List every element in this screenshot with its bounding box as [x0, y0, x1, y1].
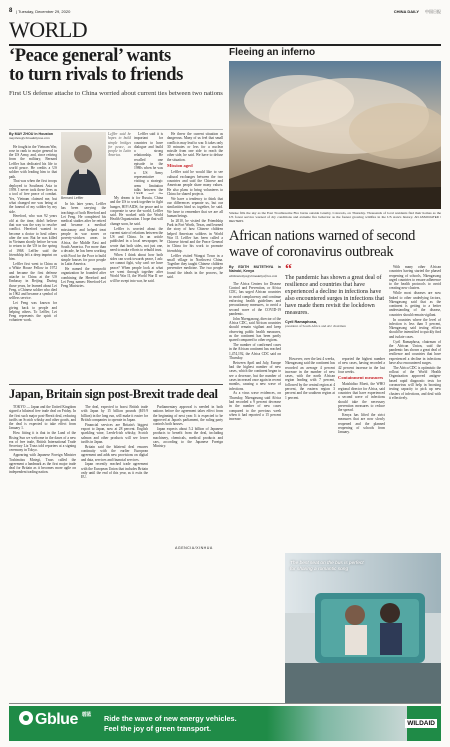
paragraph: reported the highest number of new cases, having recorded a 42 percent increase in the last four weeks. — [338, 357, 385, 374]
paragraph: Parliamentary approval is needed in both nations before the agreement takes effect from the beginning of next year. It is expected to be approved at Japan's parliament, the ruling party controls both houses. — [153, 405, 223, 427]
byline: By EDITH MUTETHYA in Nairobi, Kenya — [229, 265, 281, 274]
paragraph: When I think about how both sides can work towards peace, I ask: we cannot fight, why can't we have peace? When people look at what we went through together after World War II, the World War II we will be swept into war, he said. — [110, 252, 163, 283]
headline-line-1: ‘Peace general’ wants — [9, 46, 171, 66]
issue-date: | Tuesday, December 29, 2020 — [16, 9, 71, 14]
byline-email: mayzhou@chinadailyusa.com — [9, 136, 50, 141]
paragraph: Leffler first went to China as a White House Fellow in 1972 and became the first defense attache to China at the US Embassy in Beijing. During those years, he learned about Lei Feng, a Chinese soldier who died in 1962 and became a symbol of selfless service. — [9, 262, 57, 301]
paragraph: Lei Feng was known for giving back to people and helping others. To Leffler, Lei Feng represents the spirit of volunteer work. — [9, 301, 57, 323]
paragraph: That was when the first troops deployed to Southeast Asia in 1959. I never took these lives as a tool of free peace of combat. Yes, Vietnam claimed me, but what changed me was being at the funeral of my soldier by my side. — [9, 179, 57, 214]
paragraph: The Africa Centers for Disease Control and Prevention, or Africa CDC, has urged African countries to avoid complacency and continue enforcing health guidelines and precautionary measures, to avoid a second wave of the COVID-19 pandemic. — [229, 281, 281, 316]
story-2-column-1 — [9, 405, 76, 553]
story-1-column-2 — [61, 202, 106, 380]
paragraph: Cyril Ramaphosa, chairman of the African Union, said the pandemic has shown a great deal of resilience and countries that have experienced a decline in infections have also encountered surges. — [389, 339, 441, 366]
story-3-headline — [229, 228, 441, 260]
ad-tagline — [104, 714, 237, 733]
smoke-landscape-icon — [229, 61, 441, 209]
paragraph: However, over the last 4 weeks, Nkengasong said the continent has recorded an average 4 percent increase in the number of new cases, with the north African region leading with 7 percent, followed by the central region at 4 percent, the eastern region 3 percent and the southern region at 1 percent. — [285, 357, 335, 400]
byline: By MAY ZHOU in Houston — [9, 132, 54, 136]
ad-line-2: Feel the joy of green transport. — [104, 723, 212, 733]
story-1-column-3-top — [134, 132, 163, 194]
paragraph: With many other African countries having started the phased reopening of schools, Nkengasong urged countries to ensure adherence to the health protocols to avoid creating new clusters. — [389, 265, 441, 291]
divider — [9, 129, 223, 130]
paragraph: Japan recently reached trade agreement with the European Union that includes Britain only until the end of this year, as it exits the EU. — [81, 462, 148, 480]
photo-caption — [229, 211, 441, 225]
photo-kicker: Fleeing an inferno — [229, 47, 316, 58]
paragraph: In countries where the level of infection is less than 5 percent, Nkengasong said testing efforts should be intensified to quickly find and isolate cases. — [389, 317, 441, 339]
paper-name-chinese: 中国日报 — [425, 9, 441, 14]
ad-brand — [19, 711, 91, 729]
paragraph: Financial services are Britain's biggest export to Japan, now at 28 percent. English sparkling wine, Leeds-Irish whisky, Scotch salmon and other products will see lower tariffs in Japan. — [81, 422, 148, 444]
paragraph: In 2010, he visited the Friendship Park in Fort Worth, Texas, and learned the story of how Chinese children helped American soldiers in World War II. Leffler has been called a Chinese friend and the Peace General in China for his work to promote friendship. — [167, 218, 223, 253]
quote-title: president of South Africa and AU chairman — [285, 323, 346, 328]
paragraph: As a virus wave evidences, on Thursday, Nkengasong said Africa had recorded a 9 percent decrease in the number of new cases compared to the previous week when it had reported a 15 percent increase. — [229, 391, 281, 422]
paragraph: The number of confirmed cases in the African continent has reached 1,474,192, the Africa CDC said on Thursday. — [229, 343, 281, 360]
story-deck: First US defense attache to China worried about current ties between two nations — [9, 90, 223, 97]
headline-line-2: to turn rivals to friends — [9, 65, 183, 85]
story-1-column-1 — [9, 132, 57, 380]
paragraph: The deal, expected to boost British trade with Japan by 15 billion pounds ($19.9 billion) in the long run, will make it easier for British companies to operate in Japan. — [81, 405, 148, 422]
story-1-column-4 — [167, 132, 223, 380]
paragraph: Matshidiso Moeti, the WHO regional director for Africa, said countries that have experienced a second wave of infections should take the necessary prevention measures to reduce the spread. — [338, 382, 385, 413]
paragraph: While most diseases are now linked to other underlying factors, Nkengasong said that as the continent is getting to a better understanding of the disease, countries should remain vigilant. — [389, 291, 441, 317]
ad-line-1: Ride the wave of new energy vehicles. — [104, 714, 237, 723]
quote-text: The pandemic has shown a great deal of resilience and countries that have experienced a decline in infections have also encountered surges in infections that have made them revisit the lockdown measures. — [285, 275, 385, 317]
caption-text: Smoke fills the sky as the East Troublesome Fire burns outside Granby, Colorado, on Thursday. Thousands of local residents fled their homes as the US forest service warned of dry conditions and extreme fire behavior as the fastest growing wildfire in the US state's history. — [229, 211, 441, 220]
ad-photo — [267, 706, 407, 741]
paragraph: My dream is for Russia, China and the US to work together to fight hunger, HIV/AIDS, for peace and to cooperate to save the world, Leffler said. He worked with the World Health Organization. I hope that will change soon, he said. — [110, 196, 163, 226]
headline-line-2: wave of coronavirus outbreak — [229, 244, 394, 260]
paragraph: Britain said the bilateral deal ensures continuity with the earlier European agreement and adds new provisions on digital and data, services and financial services. — [81, 444, 148, 462]
brand-logo-icon — [19, 711, 33, 725]
paragraph: Leffler visited Wangxi Town in a small village in Northwest China. Together they taught Chinese children preventive medicine. The two people found the ideals in the process, he said. — [167, 253, 223, 279]
paragraph: In his later years, Leffler has been carrying the teachings of both Hereford and Lei Feng. He completed his medical studies after he retired and became a medical missionary and helped treat people in war zones or poverty-stricken areas in Africa, the Middle East and South America. For more than a decade, he has been working with Food for the Poor to build simple houses for poor people in Latin America. — [61, 202, 106, 267]
bus-photo — [285, 553, 441, 703]
subheading: Containment measures — [338, 375, 384, 381]
agency-credit: AGENCIA/XINHUA — [175, 546, 213, 550]
paragraph: How fitting it is that in the Land of the Rising Sun we welcome in the dawn of a new era of free trade, British International Trade Secretary Liz Truss told reporters at a signing ceremony in Tokyo. — [9, 431, 76, 453]
story-3-column-4 — [389, 265, 441, 550]
subheading: Mission aged — [167, 163, 193, 169]
paragraph: John Nkengasong, director of the Africa CDC, said African countries should remain vigilant and keep observing public health measures, as the continent has been partly spared compared to other regions. — [229, 316, 281, 343]
paragraph: Leffler said he would like to see cultural exchanges between the two countries and said the Chinese and American people share many values. He also plans to bring volunteers to China for shared projects. — [167, 170, 223, 196]
story-1-column-3 — [110, 196, 163, 380]
portrait-icon — [61, 132, 106, 195]
story-divider — [9, 384, 223, 385]
paragraph: He fought in the Vietnam War, rose in rank to major general in the US Army, and, since retiring from the military, Bernard Leffler has dedicated his life to world peace. He credits a US soldier with leading him to that path. — [9, 144, 57, 179]
bus-photo-caption: The best seat on the bus is perfect for sharing a romantic song — [290, 561, 364, 572]
advertisement-banner[interactable] — [9, 706, 441, 741]
caption-text: Leffler said he hopes to build simple bridges for peace, as people in Latin America. — [108, 132, 131, 158]
paragraph: Hereford, who was 92 years old at the time, didn't believe that war was the way to resolve conflict. Hereford wanted to become a doctor to heal others after the war. But he was killed in Vietnam shortly before he was to return to the US in the spring of 1968. Leffler said the friendship left a deep imprint on him. — [9, 214, 57, 262]
story-2-column-2 — [81, 405, 148, 553]
paragraph: Appearing with Japanese Foreign Minister Toshimitsu Motegi, Truss called the agreement a landmark as the first major trade deal for Britain as it becomes more agile on independent trading nation. — [9, 453, 76, 475]
bus-interior-icon — [285, 553, 441, 703]
paragraph: He named the nonprofit organization he founded after combining the Hereford and Lei Feng names: Hereford-Lei Feng Ministries. — [61, 266, 106, 289]
wildaid-logo: WILDAID — [407, 720, 435, 727]
story-3-column-2 — [285, 357, 335, 550]
paragraph: We have a tendency to think that our differences separate us, but our similarities bind us together, he said. We have to remember that we are all human beings. — [167, 196, 223, 218]
page-number: 8 — [9, 8, 13, 14]
paragraph: Leffler said it is important for countries to have dialogue and build a strong relationship. He recalled one episode in the 1980s when he was a US Army representative visiting a strategic arms limitation talks between the — [134, 132, 163, 192]
paragraph: Between April and July, Europe had the highest number of new cases, which the continent began to see a decrease, but the number of cases increased once again in recent months, causing a new wave of infections. — [229, 360, 281, 391]
paragraph: Japan expects about 5.2 billion of Japanese products to benefit from the deal, including machinery, chemicals, medical products and cars, according to the Japanese Foreign Ministry. — [153, 426, 223, 449]
story-2-column-3 — [153, 405, 223, 545]
brand-name: Gblue — [35, 711, 78, 728]
portrait-caption — [108, 132, 131, 194]
paragraph: The Africa CDC is optimistic the rollout of the World Health Organization approved antigen-based rapid diagnostic tests for coronavirus will help in boosting testing capacity to pick up new clusters of infections, and deal with it effectively. — [389, 365, 441, 400]
portrait-name: Bernard Leffler — [61, 196, 84, 200]
story-3-column-1 — [229, 265, 281, 550]
headline-line-1: African nations warned of second — [229, 228, 416, 244]
byline-email: edithmutethya@chinadailyafrica.com — [229, 273, 278, 278]
story-3-column-3 — [338, 357, 385, 550]
quote-mark-icon: “ — [285, 262, 292, 277]
paragraph: TOKYO — Japan and the United Kingdom signed a bilateral free trade deal on Friday. In the first such major post-Brexit deal, reducing tariffs on Scotch whisky and other goods, and the deal is expected to take effect from January 1. — [9, 405, 76, 431]
portrait-photo — [61, 132, 106, 195]
section-title: WORLD — [9, 17, 88, 42]
paragraph: He threw the current situation as dangerous. Many of us feel that small conflicts may lead to war. It takes only 30 minutes or less for a nuclear missile from one side to reach the other side, he said. We have to defuse the situation. — [167, 132, 223, 162]
story-divider — [9, 703, 441, 704]
quote-name: Cyril Ramaphosa, — [285, 319, 318, 324]
pull-quote — [285, 262, 385, 355]
brand-name-chinese: 碧蓝 — [81, 712, 91, 718]
paragraph: Leffler is worried about the current state of relations between the US and China. In an article published in a local newspaper, he wrote that both sides, not just one, need to make efforts to rebuild trust. — [110, 226, 163, 253]
paper-name: CHINA DAILY — [393, 9, 419, 14]
story-2-headline: Japan, Britain sign post-Brexit trade deal — [9, 387, 218, 401]
wildfire-photo — [229, 61, 441, 209]
photo-credit: AN ASSOCIATED / REUTERS — [229, 215, 441, 224]
paragraph: Kenya has lifted the strict measures that are now slowly reopened and the planned reopening of schools from January. — [338, 413, 385, 435]
